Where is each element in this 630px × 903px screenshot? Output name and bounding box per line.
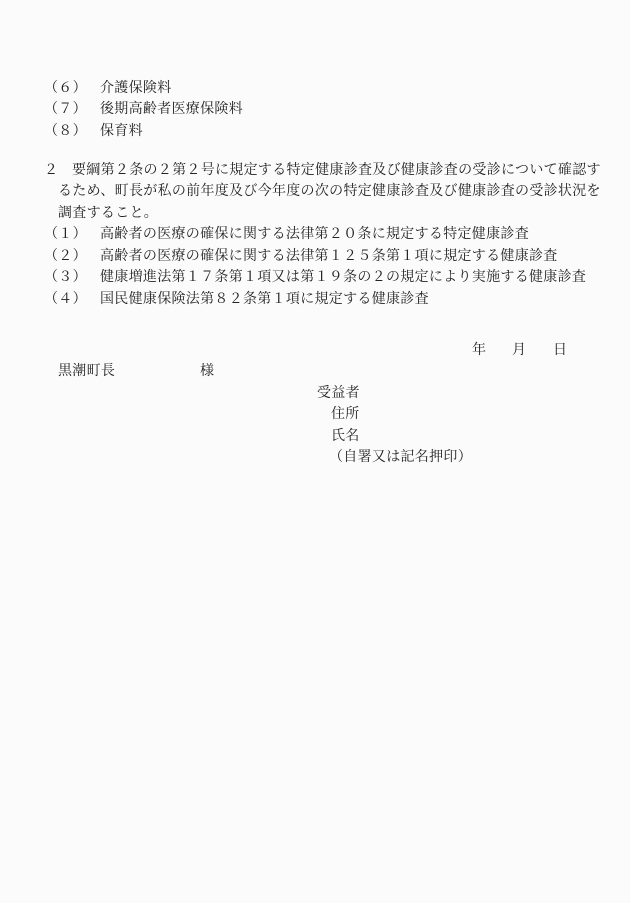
beneficiary-label: 受益者 xyxy=(317,385,360,401)
paragraph-text: 調査すること。 xyxy=(58,205,159,221)
addressee-name: 黒潮町長 xyxy=(58,363,116,379)
date-month-label: 月 xyxy=(512,342,527,358)
item-label: 高齢者の医療の確保に関する法律第１２５条第１項に規定する健康診査 xyxy=(100,248,558,264)
date-day-label: 日 xyxy=(553,342,568,358)
section2-paragraph-line xyxy=(58,183,601,199)
item-label: 後期高齢者医療保険料 xyxy=(100,101,243,117)
fee-list-item xyxy=(44,123,143,139)
paragraph-text: 要綱第２条の２第２号に規定する特定健康診査及び健康診査の受診について確認す xyxy=(72,162,601,178)
item-label: 健康増進法第１７条第１項又は第１９条の２の規定により実施する健康診査 xyxy=(100,269,587,285)
exam-list-item xyxy=(44,291,429,307)
paragraph-text: るため、町長が私の前年度及び今年度の次の特定健康診査及び健康診査の受診状況を xyxy=(58,183,601,199)
section2-paragraph-line xyxy=(44,162,601,178)
item-number: （６） xyxy=(44,80,87,96)
item-number: （１） xyxy=(44,226,87,242)
item-label: 保育料 xyxy=(100,123,143,139)
item-label: 高齢者の医療の確保に関する法律第２０条に規定する特定健康診査 xyxy=(100,226,529,242)
exam-list-item xyxy=(44,226,529,242)
item-number: （４） xyxy=(44,291,87,307)
date-year-label: 年 xyxy=(472,342,487,358)
address-label: 住所 xyxy=(331,406,360,422)
fee-list-item xyxy=(44,80,172,96)
addressee-honorific: 様 xyxy=(200,363,215,379)
name-label: 氏名 xyxy=(331,428,360,444)
item-label: 介護保険料 xyxy=(100,80,172,96)
item-number: （３） xyxy=(44,269,87,285)
item-number: （２） xyxy=(44,248,87,264)
exam-list-item xyxy=(44,269,586,285)
item-number: （７） xyxy=(44,101,87,117)
fee-list-item xyxy=(44,101,243,117)
item-label: 国民健康保険法第８２条第１項に規定する健康診査 xyxy=(100,291,429,307)
exam-list-item xyxy=(44,248,558,264)
signature-note: （自署又は記名押印） xyxy=(329,449,472,465)
section2-paragraph-line xyxy=(58,205,158,221)
section-number: ２ xyxy=(44,162,59,178)
item-number: （８） xyxy=(44,123,87,139)
